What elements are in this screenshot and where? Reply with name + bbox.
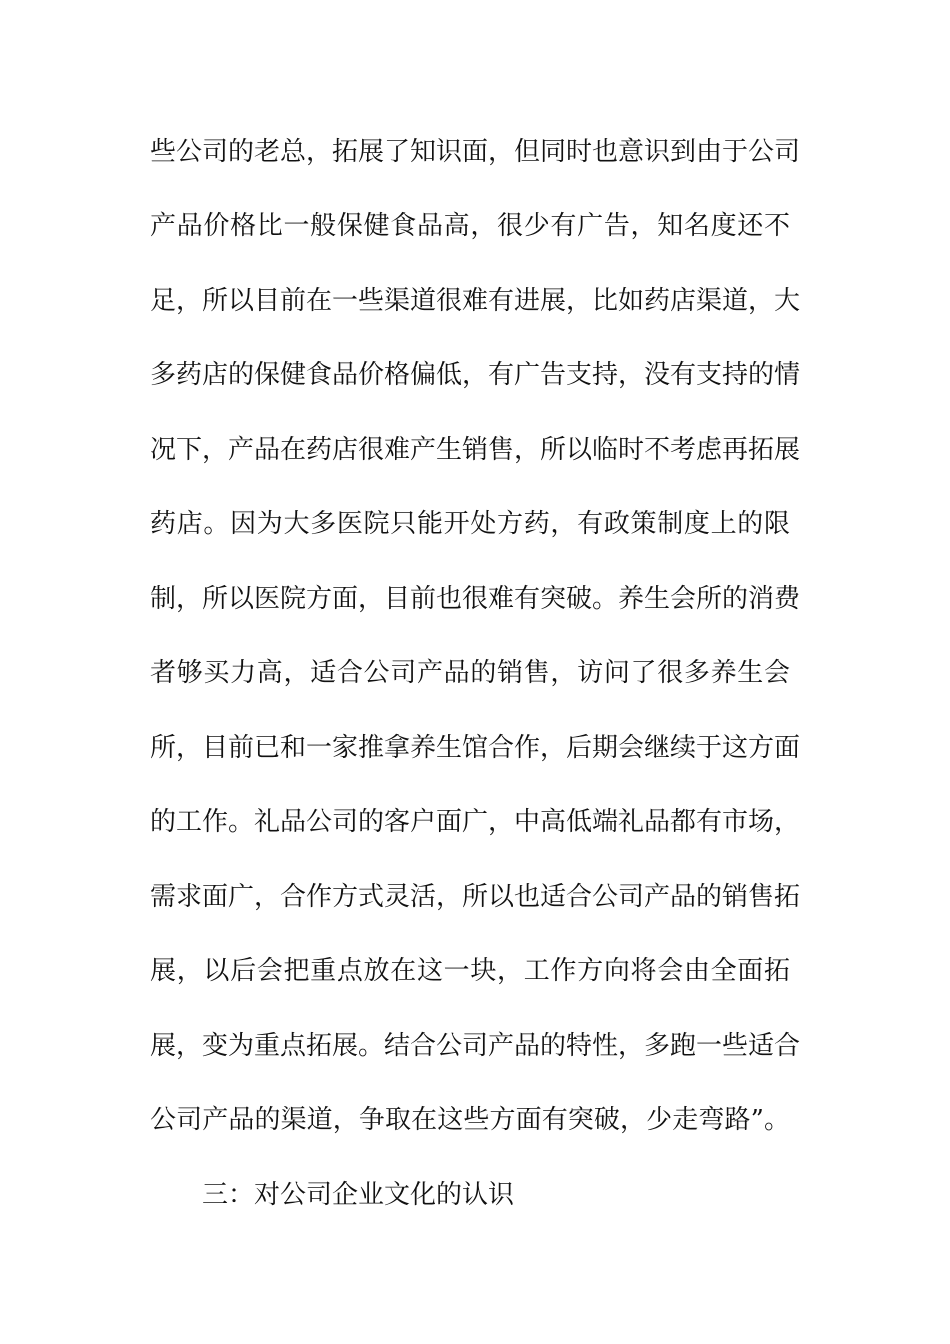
paragraph-line-5: 况下，产品在药店很难产生销售，所以临时不考虑再拓展 xyxy=(150,435,801,465)
paragraph-line-10: 的工作。礼品公司的客户面广，中高低端礼品都有市场， xyxy=(150,807,801,837)
paragraph-line-14: 公司产品的渠道，争取在这些方面有突破，少走弯路”。 xyxy=(150,1105,790,1135)
paragraph-line-3: 足，所以目前在一些渠道很难有进展，比如药店渠道，大 xyxy=(150,286,801,316)
paragraph-line-4: 多药店的保健食品价格偏低，有广告支持，没有支持的情 xyxy=(150,360,801,390)
paragraph-line-8: 者够买力高，适合公司产品的销售，访问了很多养生会 xyxy=(150,658,790,688)
paragraph-line-13: 展，变为重点拓展。结合公司产品的特性，多跑一些适合 xyxy=(150,1031,801,1061)
paragraph-line-6: 药店。因为大多医院只能开处方药，有政策制度上的限 xyxy=(150,509,790,539)
paragraph-line-9: 所，目前已和一家推拿养生馆合作，后期会继续于这方面 xyxy=(150,733,801,763)
paragraph-line-11: 需求面广，合作方式灵活，所以也适合公司产品的销售拓 xyxy=(150,882,801,912)
paragraph-line-2: 产品价格比一般保健食品高，很少有广告，知名度还不 xyxy=(150,211,790,241)
paragraph-line-12: 展，以后会把重点放在这一块，工作方向将会由全面拓 xyxy=(150,956,790,986)
paragraph-line-1: 些公司的老总，拓展了知识面，但同时也意识到由于公司 xyxy=(150,137,801,167)
section-heading: 三：对公司企业文化的认识 xyxy=(202,1180,515,1210)
paragraph-line-7: 制，所以医院方面，目前也很难有突破。养生会所的消费 xyxy=(150,584,801,614)
